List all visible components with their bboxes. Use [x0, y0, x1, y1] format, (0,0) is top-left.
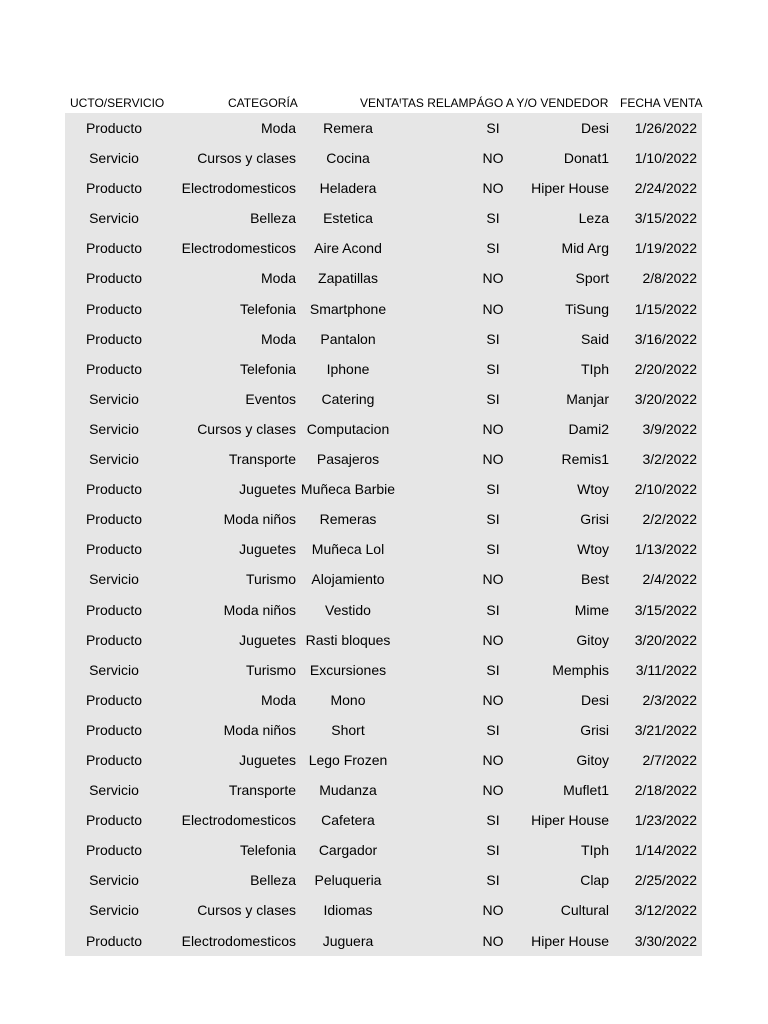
- cell-tipo: Producto: [85, 932, 143, 949]
- cell-relampago: SI: [486, 390, 500, 407]
- cell-categoria: Juguetes: [239, 481, 296, 498]
- cell-categoria: Moda niños: [223, 601, 296, 618]
- cell-vendedor: Best: [580, 571, 609, 588]
- cell-categoria: Moda niños: [223, 721, 296, 738]
- table-row: [65, 203, 702, 233]
- cell-item: Iphone: [326, 360, 370, 377]
- cell-relampago: NO: [482, 300, 504, 317]
- cell-tipo: Producto: [85, 300, 143, 317]
- cell-relampago: NO: [482, 571, 504, 588]
- cell-fecha: 2/10/2022: [634, 481, 697, 498]
- cell-tipo: Servicio: [89, 571, 139, 588]
- cell-categoria: Electrodomesticos: [181, 812, 296, 829]
- cell-fecha: 1/14/2022: [634, 842, 697, 859]
- cell-vendedor: Leza: [578, 210, 609, 227]
- cell-item: Cafetera: [321, 812, 375, 829]
- cell-tipo: Producto: [85, 360, 143, 377]
- cell-relampago: NO: [482, 420, 504, 437]
- cell-relampago: SI: [486, 511, 500, 528]
- cell-item: Rasti bloques: [305, 631, 391, 648]
- cell-vendedor: Mid Arg: [561, 240, 609, 257]
- table-row: [65, 474, 702, 504]
- table-row: [65, 926, 702, 956]
- cell-fecha: 3/15/2022: [634, 601, 697, 618]
- header-venta-vendedor: VENTAꞋTAS RELAMPÁGO A Y/O VENDEDOR: [360, 96, 609, 110]
- table-body: [65, 113, 702, 956]
- cell-relampago: SI: [486, 601, 500, 618]
- cell-categoria: Telefonia: [239, 842, 296, 859]
- cell-item: Estetica: [323, 210, 373, 227]
- cell-relampago: SI: [486, 360, 500, 377]
- table-row: [65, 263, 702, 293]
- cell-fecha: 2/3/2022: [642, 691, 697, 708]
- cell-fecha: 3/30/2022: [634, 932, 697, 949]
- table-row: [65, 113, 702, 143]
- cell-vendedor: Wtoy: [577, 541, 609, 558]
- cell-tipo: Servicio: [89, 902, 139, 919]
- cell-fecha: 3/9/2022: [642, 420, 697, 437]
- cell-item: Juguera: [322, 932, 374, 949]
- table-row: [65, 865, 702, 895]
- cell-fecha: 3/21/2022: [634, 721, 697, 738]
- cell-tipo: Producto: [85, 180, 143, 197]
- cell-tipo: Producto: [85, 270, 143, 287]
- cell-categoria: Belleza: [250, 872, 296, 889]
- table-row: [65, 805, 702, 835]
- cell-relampago: NO: [482, 932, 504, 949]
- cell-fecha: 2/8/2022: [642, 270, 697, 287]
- cell-vendedor: Mime: [574, 601, 609, 618]
- cell-categoria: Telefonia: [239, 360, 296, 377]
- cell-tipo: Servicio: [89, 782, 139, 799]
- table-row: [65, 294, 702, 324]
- cell-item: Heladera: [319, 180, 377, 197]
- cell-item: Idiomas: [323, 902, 373, 919]
- cell-categoria: Cursos y clases: [197, 150, 296, 167]
- cell-item: Lego Frozen: [308, 751, 388, 768]
- cell-categoria: Eventos: [245, 390, 296, 407]
- table-row: [65, 625, 702, 655]
- cell-categoria: Telefonia: [239, 300, 296, 317]
- cell-relampago: SI: [486, 541, 500, 558]
- cell-tipo: Producto: [85, 751, 143, 768]
- table-row: [65, 444, 702, 474]
- table-row: [65, 173, 702, 203]
- cell-relampago: SI: [486, 120, 500, 136]
- cell-item: Remera: [323, 120, 373, 136]
- cell-vendedor: Dami2: [568, 420, 609, 437]
- cell-tipo: Producto: [85, 842, 143, 859]
- cell-relampago: SI: [486, 721, 500, 738]
- cell-vendedor: Hiper House: [531, 812, 609, 829]
- cell-relampago: NO: [482, 782, 504, 799]
- header-fecha-venta: FECHA VENTA: [620, 96, 703, 110]
- cell-categoria: Electrodomesticos: [181, 180, 296, 197]
- cell-vendedor: Said: [580, 330, 609, 347]
- cell-vendedor: Hiper House: [531, 180, 609, 197]
- cell-vendedor: Grisi: [580, 721, 609, 738]
- cell-item: Cargador: [318, 842, 378, 859]
- cell-tipo: Producto: [85, 330, 143, 347]
- cell-item: Remeras: [319, 511, 377, 528]
- cell-vendedor: Memphis: [552, 661, 609, 678]
- table-row: [65, 414, 702, 444]
- cell-relampago: SI: [486, 210, 500, 227]
- cell-fecha: 3/11/2022: [635, 661, 697, 678]
- table-row: [65, 534, 702, 564]
- table-row: [65, 143, 702, 173]
- cell-relampago: NO: [482, 270, 504, 287]
- cell-fecha: 2/4/2022: [642, 571, 697, 588]
- cell-relampago: SI: [486, 872, 500, 889]
- cell-relampago: SI: [486, 842, 500, 859]
- cell-categoria: Turismo: [245, 661, 296, 678]
- cell-vendedor: Desi: [580, 691, 609, 708]
- cell-categoria: Cursos y clases: [197, 902, 296, 919]
- cell-vendedor: Clap: [580, 872, 609, 889]
- cell-item: Aire Acond: [314, 240, 382, 257]
- cell-relampago: NO: [482, 150, 504, 167]
- table-row: [65, 655, 702, 685]
- cell-item: Muñeca Lol: [311, 541, 385, 558]
- table-row: [65, 233, 702, 263]
- table-row: [65, 324, 702, 354]
- cell-fecha: 3/2/2022: [642, 451, 697, 468]
- cell-vendedor: Manjar: [566, 390, 609, 407]
- cell-tipo: Producto: [85, 812, 143, 829]
- cell-fecha: 3/20/2022: [634, 390, 697, 407]
- table-row: [65, 685, 702, 715]
- cell-fecha: 2/20/2022: [634, 360, 697, 377]
- cell-item: Excursiones: [309, 661, 387, 678]
- cell-categoria: Juguetes: [239, 631, 296, 648]
- table-row: [65, 745, 702, 775]
- cell-categoria: Electrodomesticos: [181, 240, 296, 257]
- cell-fecha: 2/25/2022: [634, 872, 697, 889]
- cell-vendedor: Gitoy: [576, 751, 609, 768]
- header-categoria: CATEGORÍA: [228, 96, 298, 110]
- table-row: [65, 504, 702, 534]
- cell-categoria: Moda: [260, 330, 296, 347]
- cell-tipo: Servicio: [89, 150, 139, 167]
- cell-categoria: Turismo: [245, 571, 296, 588]
- cell-tipo: Servicio: [89, 420, 139, 437]
- cell-item: Pantalon: [320, 330, 376, 347]
- cell-fecha: 1/13/2022: [634, 541, 697, 558]
- cell-categoria: Juguetes: [239, 751, 296, 768]
- cell-vendedor: Cultural: [560, 902, 609, 919]
- cell-relampago: SI: [486, 481, 500, 498]
- cell-tipo: Producto: [85, 120, 143, 136]
- cell-tipo: Producto: [85, 240, 143, 257]
- cell-vendedor: Muflet1: [563, 782, 609, 799]
- cell-item: Alojamiento: [311, 571, 385, 588]
- cell-fecha: 1/19/2022: [634, 240, 697, 257]
- cell-item: Short: [331, 721, 365, 738]
- table-row: [65, 354, 702, 384]
- table-row: [65, 835, 702, 865]
- cell-tipo: Producto: [85, 691, 143, 708]
- cell-fecha: 3/20/2022: [634, 631, 697, 648]
- cell-fecha: 2/18/2022: [634, 782, 697, 799]
- cell-fecha: 3/12/2022: [634, 902, 697, 919]
- cell-vendedor: Grisi: [580, 511, 609, 528]
- cell-categoria: Cursos y clases: [197, 420, 296, 437]
- table-row: [65, 384, 702, 414]
- cell-vendedor: TiSung: [565, 300, 609, 317]
- cell-relampago: NO: [482, 751, 504, 768]
- cell-vendedor: Gitoy: [576, 631, 609, 648]
- cell-tipo: Producto: [85, 721, 143, 738]
- cell-categoria: Moda: [260, 120, 296, 136]
- table-row: [65, 595, 702, 625]
- cell-vendedor: Donat1: [563, 150, 609, 167]
- cell-vendedor: Hiper House: [531, 932, 609, 949]
- cell-tipo: Servicio: [89, 390, 139, 407]
- cell-categoria: Belleza: [250, 210, 296, 227]
- cell-vendedor: Desi: [580, 120, 609, 136]
- cell-relampago: SI: [486, 812, 500, 829]
- cell-categoria: Moda: [260, 270, 296, 287]
- cell-tipo: Producto: [85, 601, 143, 618]
- cell-categoria: Moda: [260, 691, 296, 708]
- cell-item: Cocina: [326, 150, 370, 167]
- table-row: [65, 775, 702, 805]
- cell-fecha: 2/24/2022: [634, 180, 697, 197]
- cell-categoria: Moda niños: [223, 511, 296, 528]
- cell-tipo: Servicio: [89, 210, 139, 227]
- cell-fecha: 2/2/2022: [642, 511, 697, 528]
- cell-tipo: Producto: [85, 481, 143, 498]
- cell-fecha: 1/15/2022: [634, 300, 697, 317]
- header-producto-servicio: UCTO/SERVICIO: [70, 96, 165, 110]
- cell-vendedor: Wtoy: [577, 481, 609, 498]
- cell-tipo: Producto: [85, 631, 143, 648]
- table-row: [65, 715, 702, 745]
- table-row: [65, 564, 702, 594]
- cell-relampago: NO: [482, 691, 504, 708]
- cell-relampago: NO: [482, 180, 504, 197]
- cell-vendedor: TIph: [580, 842, 609, 859]
- table-header: [0, 94, 768, 112]
- cell-fecha: 3/15/2022: [634, 210, 697, 227]
- table-row: [65, 895, 702, 925]
- cell-item: Mudanza: [319, 782, 377, 799]
- cell-categoria: Juguetes: [239, 541, 296, 558]
- cell-item: Muñeca Barbie: [300, 481, 396, 498]
- cell-item: Vestido: [325, 601, 371, 618]
- cell-item: Computacion: [306, 420, 390, 437]
- cell-relampago: NO: [482, 451, 504, 468]
- cell-categoria: Transporte: [228, 782, 296, 799]
- cell-fecha: 3/16/2022: [634, 330, 697, 347]
- cell-item: Peluqueria: [314, 872, 382, 889]
- cell-tipo: Producto: [85, 541, 143, 558]
- cell-relampago: NO: [482, 902, 504, 919]
- cell-item: Zapatillas: [318, 270, 378, 287]
- cell-vendedor: Remis1: [561, 451, 609, 468]
- cell-relampago: SI: [486, 330, 500, 347]
- cell-fecha: 1/10/2022: [634, 150, 697, 167]
- cell-vendedor: Sport: [575, 270, 609, 287]
- cell-relampago: SI: [486, 661, 500, 678]
- cell-tipo: Producto: [85, 511, 143, 528]
- cell-tipo: Servicio: [89, 661, 139, 678]
- cell-item: Mono: [330, 691, 366, 708]
- cell-item: Smartphone: [309, 300, 387, 317]
- cell-fecha: 1/26/2022: [634, 120, 697, 136]
- cell-item: Catering: [321, 390, 375, 407]
- cell-relampago: SI: [486, 240, 500, 257]
- cell-tipo: Servicio: [89, 451, 139, 468]
- cell-fecha: 1/23/2022: [634, 812, 697, 829]
- cell-item: Pasajeros: [316, 451, 380, 468]
- cell-relampago: NO: [482, 631, 504, 648]
- cell-fecha: 2/7/2022: [642, 751, 697, 768]
- cell-tipo: Servicio: [89, 872, 139, 889]
- cell-categoria: Transporte: [228, 451, 296, 468]
- cell-vendedor: TIph: [580, 360, 609, 377]
- cell-categoria: Electrodomesticos: [181, 932, 296, 949]
